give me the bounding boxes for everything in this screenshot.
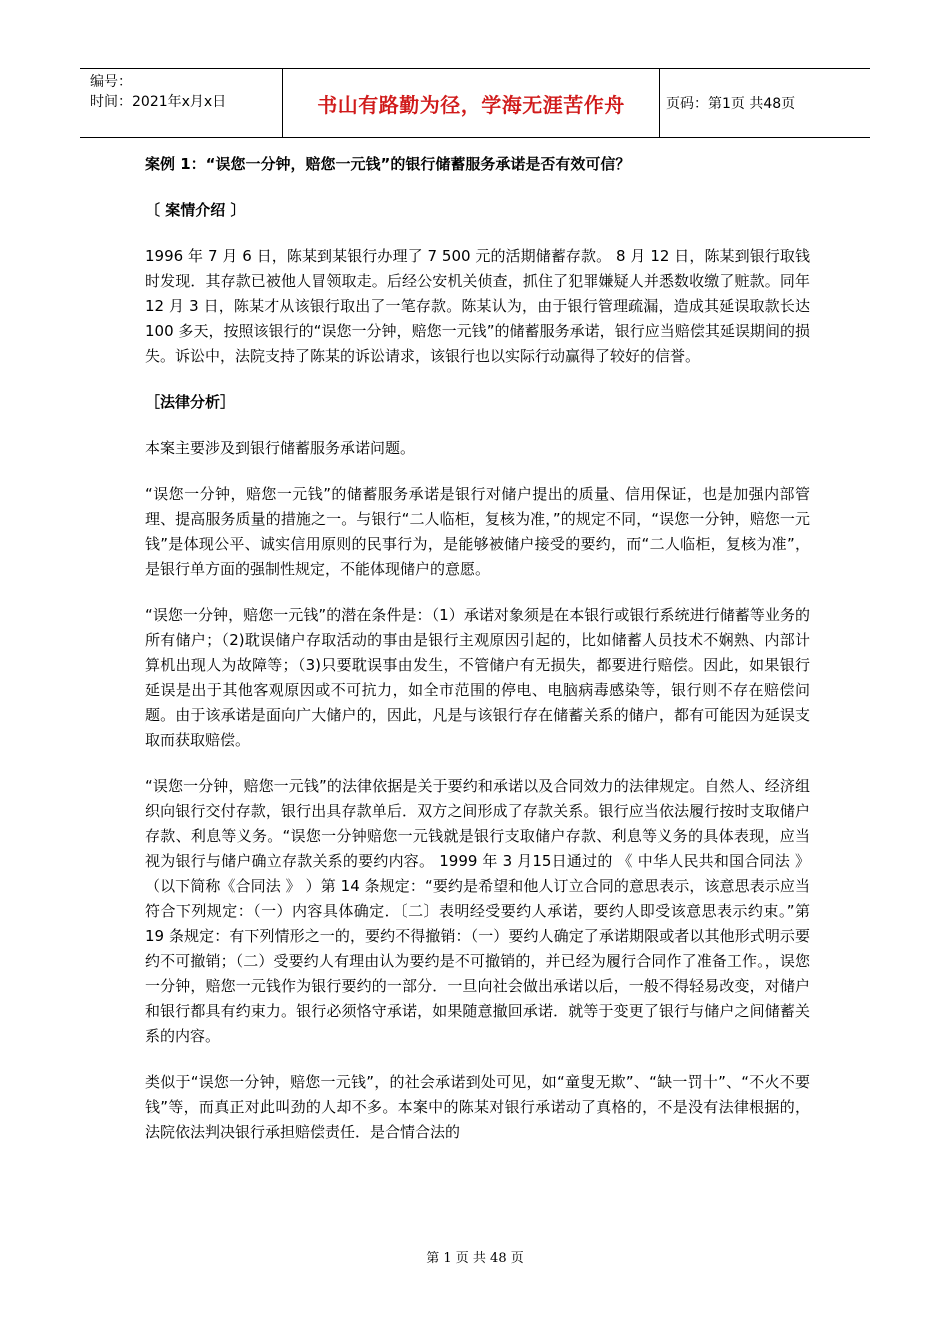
body-paragraph: 本案主要涉及到银行储蓄服务承诺问题。 (145, 439, 416, 457)
document-body (145, 152, 810, 1166)
body-paragraph: 类似于“误您一分钟，赔您一元钱”，的社会承诺到处可见，如“童叟无欺”、“缺一罚十”、“不火不要钱”等，而真正对此叫劲的人却不多。本案中的陈某对银行承诺动了真格的，不是没有法律根据的，法院依法判决银行承担赔偿责任．是合情合法的 (145, 1073, 810, 1141)
body-paragraph: “误您一分钟，赔您一元钱”的储蓄服务承诺是银行对储户提出的质量、信用保证，也是加强内部管理、提高服务质量的措施之一。与银行“二人临柜，复核为准，”的规定不同，“误您一分钟，赔您一元钱”是体现公平、诚实信用原则的民事行为，是能够被储户接受的要约，而“二人临柜，复核为准”，是银行单方面的强制性规定，不能体现储户的意愿。 (145, 485, 810, 578)
page-header (80, 68, 870, 138)
body-paragraph: 1996 年 7 月 6 日，陈某到某银行办理了 7 500 元的活期储蓄存款。 8 月 12 日，陈某到银行取钱时发现．其存款已被他人冒领取走。后经公安机关侦查，抓住了犯罪嫌疑人并悉数收缴了赃款。同年 12 月 3 日，陈某才从该银行取出了一笔存款。陈某认为，由于银行管理疏漏，造成其延误取款长达 100 多天，按照该银行的“误您一分钟，赔您一元钱”的储蓄服务承诺，银行应当赔偿其延误期间的损失。诉讼中，法院支持了陈某的诉讼请求，该银行也以实际行动赢得了较好的信誉。 (145, 247, 810, 365)
doc-number-label: 编号： (90, 74, 132, 90)
body-paragraph: “误您一分钟，赔您一元钱”的潜在条件是：（1）承诺对象须是在本银行或银行系统进行储蓄等业务的所有储户；（2)耽误储户存取活动的事由是银行主观原因引起的，比如储蓄人员技术不娴熟、内部计算机出现人为故障等；（3)只要耽误事由发生，不管储户有无损失，都要进行赔偿。因此，如果银行延误是出于其他客观原因或不可抗力，如全市范围的停电、电脑病毒感染等，银行则不存在赔偿问题。由于该承诺是面向广大储户的，因此，凡是与该银行存在储蓄关系的储户，都有可能因为延误支取而获取赔偿。 (145, 606, 810, 749)
case-title: 案例 1：“误您一分钟，赔您一元钱”的银行储蓄服务承诺是否有效可信？ (145, 155, 631, 173)
section-heading: ［法律分析］ (145, 393, 236, 411)
header-page-info: 页码：第1页 共48页 (666, 96, 796, 112)
header-motto-cell (283, 69, 660, 137)
header-motto: 书山有路勤为径，学海无涯苦作舟 (317, 92, 625, 117)
header-page-cell (660, 69, 876, 137)
body-paragraph: “误您一分钟，赔您一元钱”的法律依据是关于要约和承诺以及合同效力的法律规定。自然人、经济组织向银行交付存款，银行出具存款单后．双方之间形成了存款关系。银行应当依法履行按时支取储户存款、利息等义务。“误您一分钟赔您一元钱就是银行支取储户存款、利息等义务的具体表现，应当视为银行与储户确立存款关系的要约内容。 1999 年 3 月15日通过的 《 中华人民共和国合同法 》 （以下简称《合同法 》 ）第 14 条规定：“要约是希望和他人订立合同的意思表示，该意思表示应当符合下列规定：（一）内容具体确定．〔二〕表明经受要约人承诺，要约人即受该意思表示约束。”第 19 条规定：有下列情形之一的，要约不得撤销：（一）要约人确定了承诺期限或者以其他形式明示要约不可撤销；（二）受要约人有理由认为要约是不可撤销的，并已经为履行合同作了准备工作。，误您一分钟，赔您一元钱作为银行要约的一部分．一旦向社会做出承诺以后，一般不得轻易改变，对储户和银行都具有约束力。银行必须恪守承诺，如果随意撤回承诺．就等于变更了银行与储户之间储蓄关系的内容。 (145, 777, 810, 1045)
section-heading: 〔 案情介绍 〕 (145, 201, 246, 219)
header-meta (80, 69, 283, 137)
page-footer: 第 1 页 共 48 页 (426, 1251, 524, 1266)
doc-date-label: 时间：2021年x月x日 (90, 94, 227, 110)
